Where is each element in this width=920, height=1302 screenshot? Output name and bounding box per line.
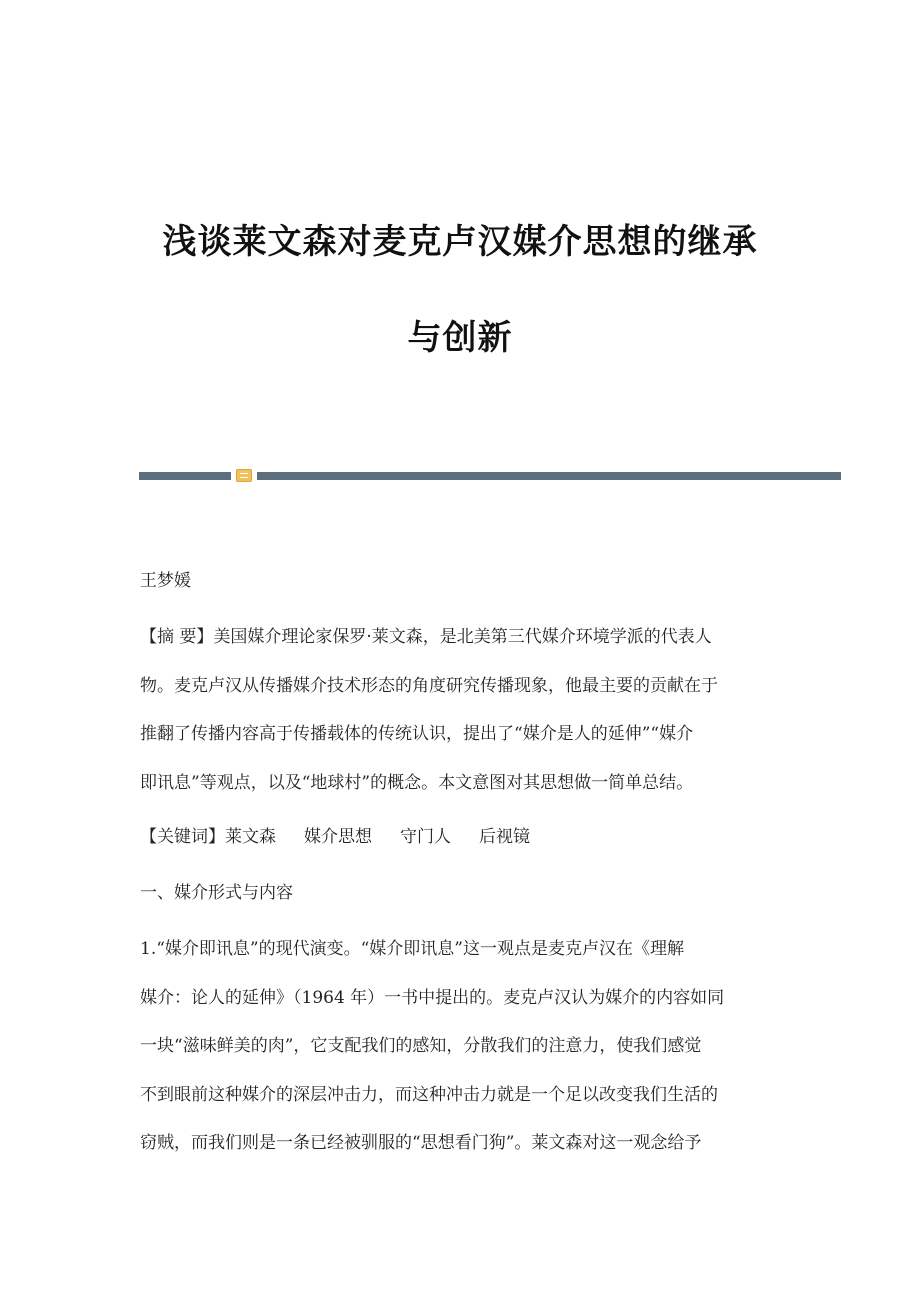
- body-line: 媒介：论人的延伸》（1964 年）一书中提出的。麦克卢汉认为媒介的内容如同: [140, 988, 725, 1008]
- divider-ornament-icon: [236, 469, 252, 482]
- title-divider-left: [139, 472, 231, 480]
- abstract-line: 即讯息”等观点，以及“地球村”的概念。本文意图对其思想做一简单总结。: [140, 773, 694, 793]
- keyword: 后视镜: [479, 827, 530, 847]
- body-line: 1.“媒介即讯息”的现代演变。“媒介即讯息”这一观点是麦克卢汉在《理解: [140, 939, 684, 959]
- keyword: 莱文森: [225, 827, 276, 847]
- abstract-line: 物。麦克卢汉从传播媒介技术形态的角度研究传播现象，他最主要的贡献在于: [140, 676, 718, 696]
- abstract-line: 推翻了传播内容高于传播载体的传统认识，提出了“媒介是人的延伸”“媒介: [140, 724, 694, 744]
- body-line: 窃贼，而我们则是一条已经被驯服的“思想看门狗”。莱文森对这一观念给予: [140, 1133, 702, 1153]
- keyword: 守门人: [400, 827, 451, 847]
- keywords-line: [140, 826, 780, 848]
- body-line: 一块“滋味鲜美的肉”，它支配我们的感知，分散我们的注意力，使我们感觉: [140, 1036, 702, 1056]
- body-line: 不到眼前这种媒介的深层冲击力，而这种冲击力就是一个足以改变我们生活的: [140, 1085, 718, 1105]
- author-name: 王梦媛: [140, 571, 191, 591]
- keywords-label: 【关键词】: [140, 827, 225, 847]
- title-divider-right: [257, 472, 841, 480]
- keyword: 媒介思想: [304, 827, 372, 847]
- document-title-line-2: 与创新: [407, 318, 513, 358]
- document-title-line-1: 浅谈莱文森对麦克卢汉媒介思想的继承: [162, 222, 758, 262]
- abstract-line: 【摘 要】美国媒介理论家保罗·莱文森，是北美第三代媒介环境学派的代表人: [140, 627, 712, 647]
- section-heading: 一、媒介形式与内容: [140, 883, 293, 903]
